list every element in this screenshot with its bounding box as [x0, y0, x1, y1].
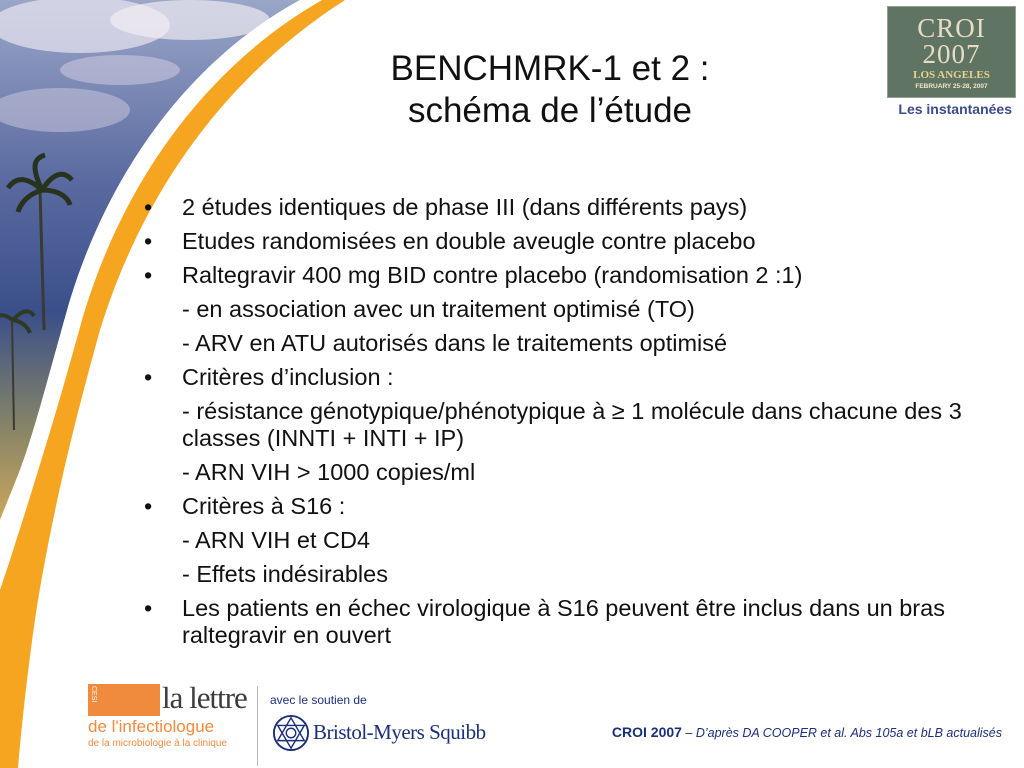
sub-item: [140, 398, 970, 452]
item-text: Les patients en échec virologique à S16 peuvent être inclus dans un bras raltegravir en ouvert: [182, 595, 945, 648]
bullet-marker: •: [144, 364, 153, 390]
bullet-list: [140, 194, 970, 656]
bullet-marker: •: [144, 228, 153, 254]
footer-reference: [540, 724, 1002, 740]
title-line-2: schéma de l’étude: [407, 91, 693, 130]
publisher-box-text: CESI: [90, 686, 97, 703]
item-text: - Effets indésirables: [182, 561, 388, 587]
bms-logo-icon: [272, 714, 310, 752]
support-label: avec le soutien de: [270, 693, 367, 707]
publisher-title: la lettre: [162, 680, 247, 715]
bullet-item: [140, 595, 970, 649]
item-text: Critères d’inclusion :: [182, 364, 394, 390]
item-text: - résistance génotypique/phénotypique à ≥ 1 molécule dans chacune des 3 classes (INNTI + INTI + IP): [182, 398, 962, 451]
bullet-marker: •: [144, 194, 153, 220]
sub-item: [140, 296, 970, 323]
item-text: Critères à S16 :: [182, 493, 346, 519]
item-text: Etudes randomisées en double aveugle contre placebo: [182, 228, 756, 254]
bullet-marker: •: [144, 595, 153, 621]
bullet-marker: •: [144, 493, 153, 519]
logo-croi-text: CROI: [917, 13, 986, 43]
sponsor-name: Bristol-Myers Squibb: [313, 720, 486, 744]
item-text: - ARN VIH et CD4: [182, 527, 371, 553]
footer-divider: [257, 686, 258, 766]
sub-item: [140, 561, 970, 588]
item-text: - ARV en ATU autorisés dans le traitements optimisé: [182, 330, 728, 356]
bullet-item: [140, 194, 970, 221]
reference-conference: CROI 2007: [611, 724, 682, 740]
logo-date-text: FEBRUARY 25-28, 2007: [915, 83, 988, 90]
reference-source: – D’après DA COOPER et al. Abs 105a et bLB actualisés: [681, 726, 1002, 740]
croi-2007-logo: [887, 6, 1016, 98]
item-text: - en association avec un traitement optimisé (TO): [182, 296, 695, 322]
bullet-item: [140, 364, 970, 391]
bullet-item: [140, 262, 970, 289]
bullet-item: [140, 493, 970, 520]
sub-item: [140, 459, 970, 486]
sub-item: [140, 527, 970, 554]
item-text: - ARN VIH > 1000 copies/ml: [182, 459, 476, 485]
item-text: 2 études identiques de phase III (dans différents pays): [182, 194, 748, 220]
logo-year-text: 2007: [922, 39, 981, 69]
logo-city-text: LOS ANGELES: [913, 69, 990, 81]
publisher-subtitle: de l'infectiologue: [88, 717, 215, 736]
bullet-marker: •: [144, 262, 153, 288]
title-line-1: BENCHMRK-1 et 2 :: [390, 49, 710, 88]
bullet-item: [140, 228, 970, 255]
tagline: Les instantanées: [898, 101, 1012, 117]
slide-title: [290, 48, 810, 132]
item-text: Raltegravir 400 mg BID contre placebo (randomisation 2 :1): [182, 262, 803, 288]
publisher-logo-box: [88, 684, 160, 716]
publisher-subtitle-2: de la microbiologie à la clinique: [88, 738, 227, 749]
sub-item: [140, 330, 970, 357]
